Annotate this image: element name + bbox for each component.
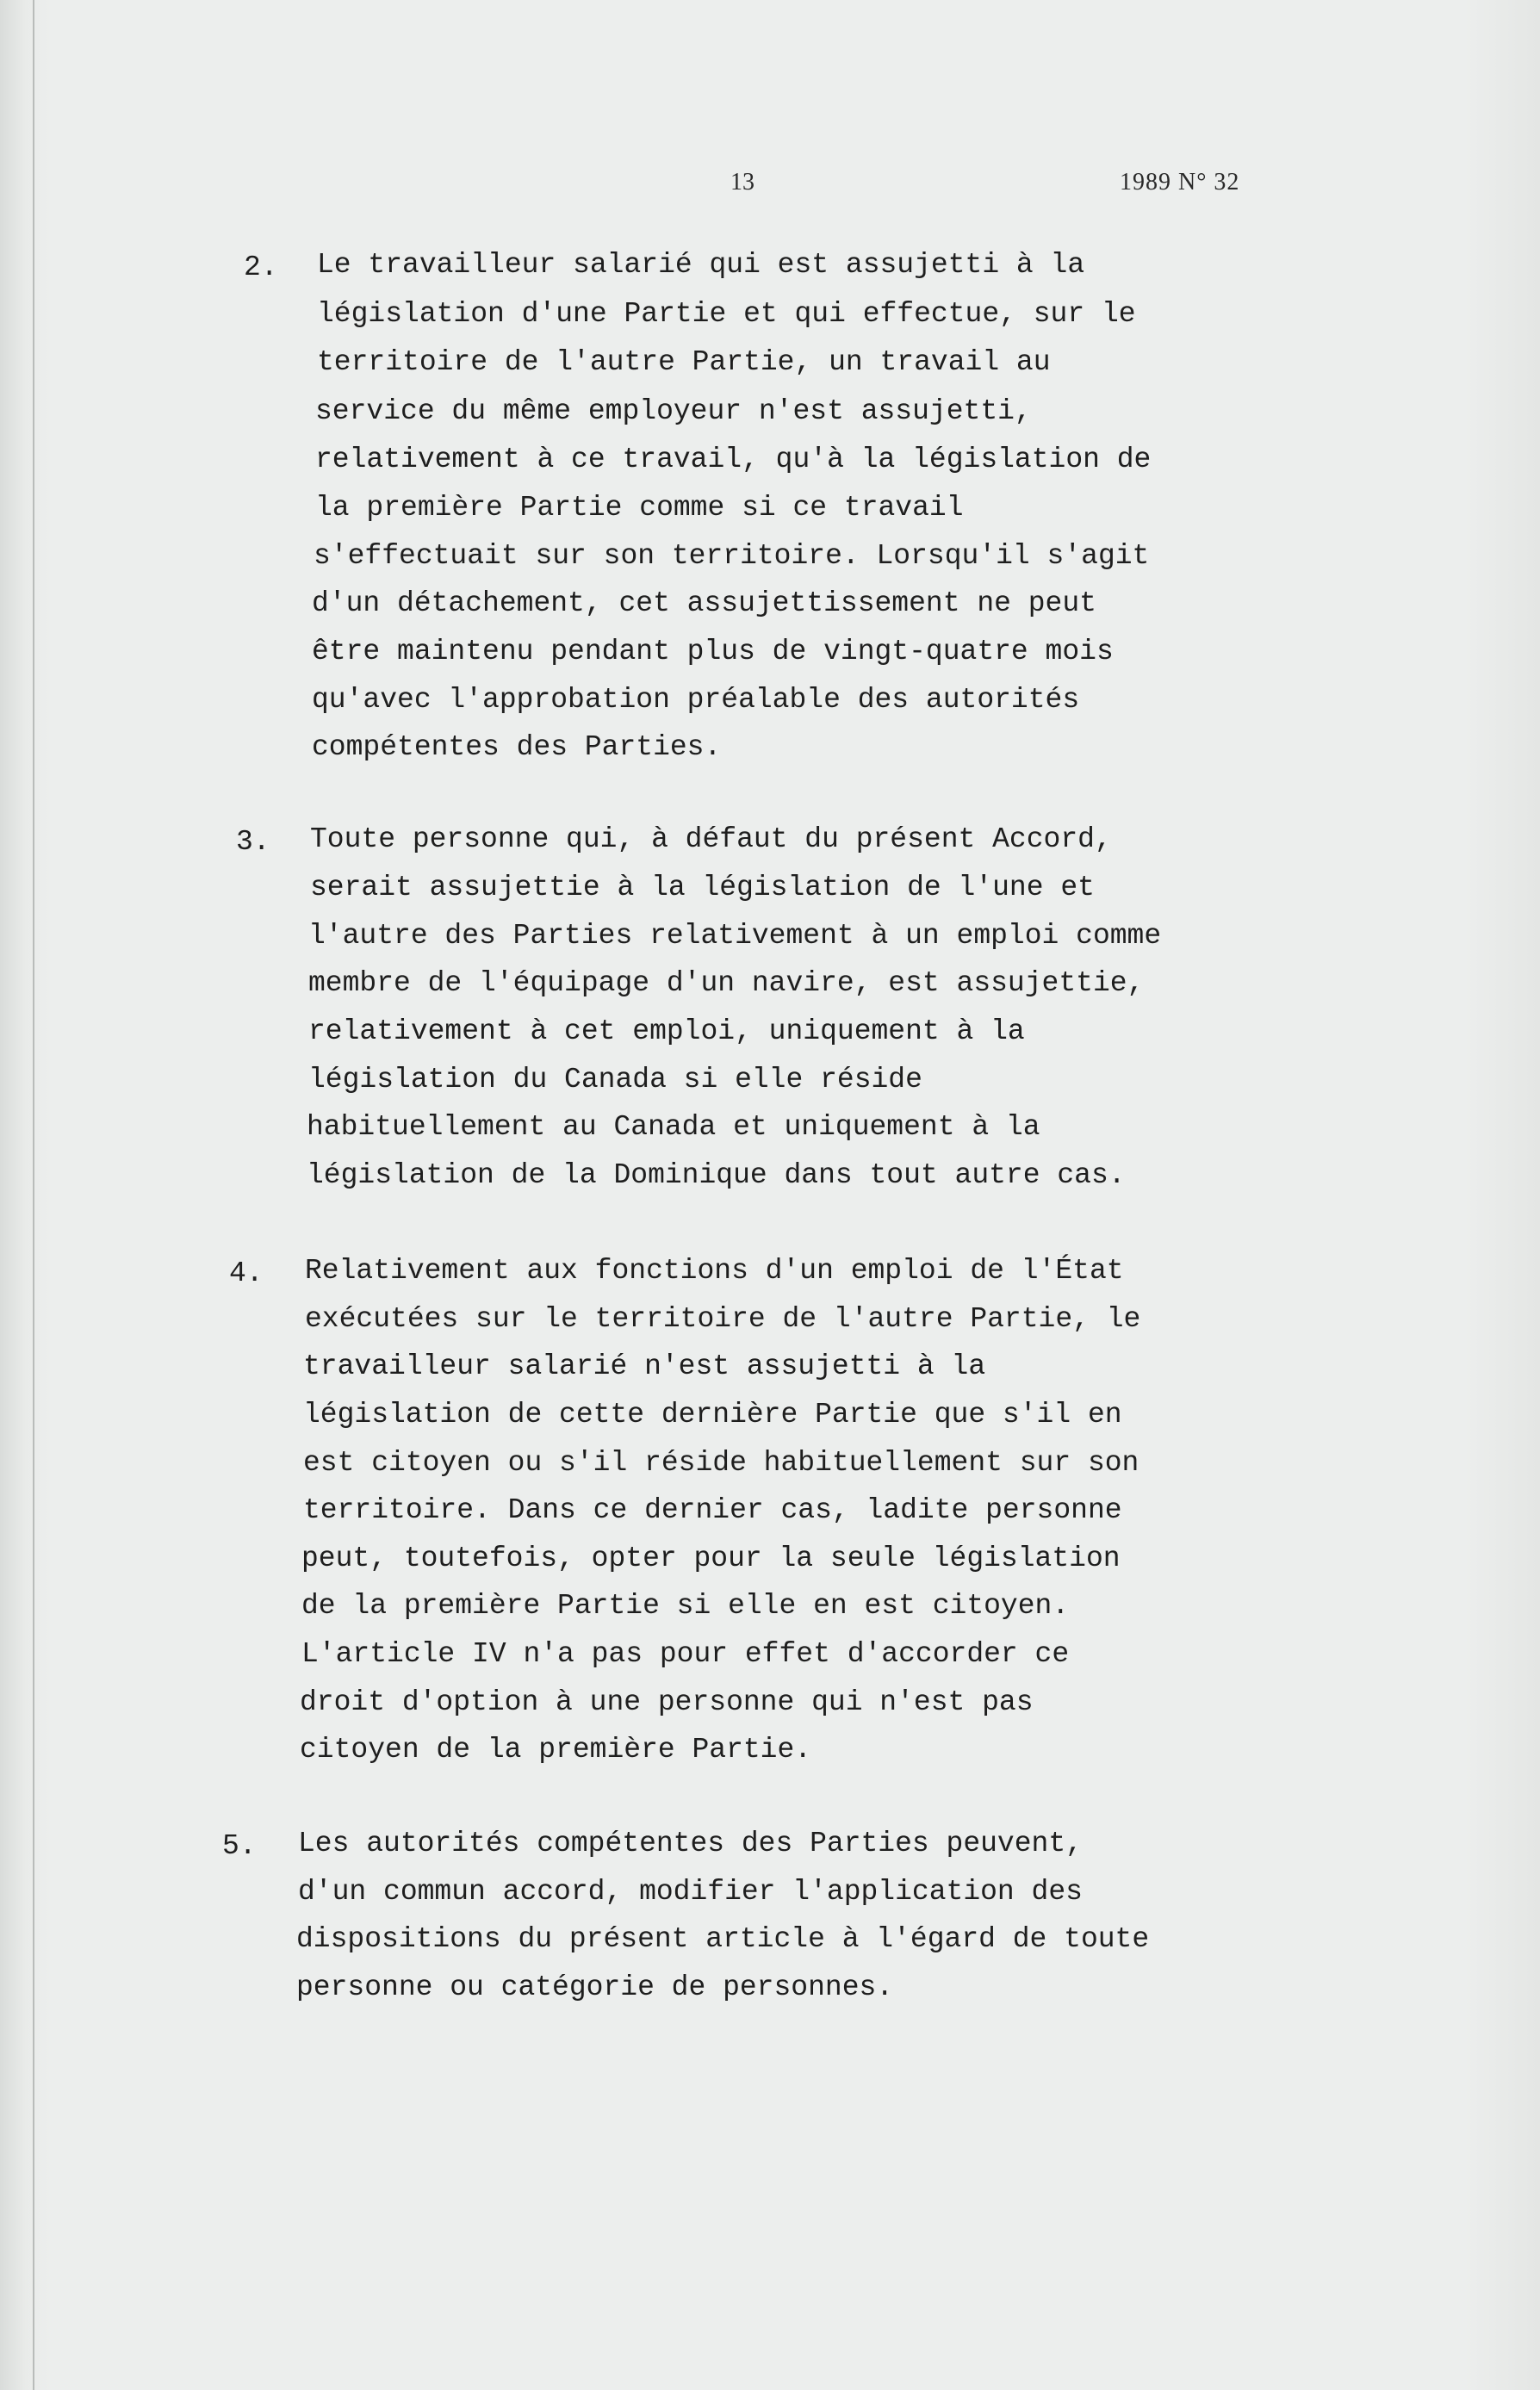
paragraph-line: personne ou catégorie de personnes. <box>296 1971 894 2003</box>
paragraph-line: être maintenu pendant plus de vingt-quatre mois <box>312 636 1114 667</box>
paragraph-line: de la première Partie si elle en est citoyen. <box>301 1590 1070 1622</box>
paragraph-line: membre de l'équipage d'un navire, est assujettie, <box>308 967 1145 999</box>
paragraph-line: droit d'option à une personne qui n'est pas <box>300 1686 1034 1718</box>
paragraph-line: service du même employeur n'est assujetti, <box>315 395 1032 427</box>
paragraph-line: Les autorités compétentes des Parties peuvent, <box>298 1828 1083 1859</box>
paragraph-line: Relativement aux fonctions d'un emploi de l'État <box>305 1255 1124 1287</box>
binding-edge <box>33 0 34 2390</box>
paragraph-line: habituellement au Canada et uniquement à la <box>307 1111 1040 1143</box>
paragraph-line: dispositions du présent article à l'égard de toute <box>296 1923 1150 1955</box>
paragraph-line: d'un détachement, cet assujettissement ne peut <box>312 587 1096 619</box>
paragraph-line: territoire. Dans ce dernier cas, ladite personne <box>303 1494 1122 1526</box>
page-header <box>0 169 1540 203</box>
paragraph-number: 3. <box>236 826 270 858</box>
paragraph-line: l'autre des Parties relativement à un emploi comme <box>308 920 1162 952</box>
paragraph-line: législation du Canada si elle réside <box>308 1064 922 1096</box>
paragraph-line: la première Partie comme si ce travail <box>315 492 964 524</box>
paragraph-line: L'article IV n'a pas pour effet d'accorder ce <box>301 1638 1070 1670</box>
paragraph-line: législation de la Dominique dans tout autre cas. <box>307 1159 1126 1191</box>
paragraph-line: travailleur salarié n'est assujetti à la <box>303 1350 986 1382</box>
paragraph-line: territoire de l'autre Partie, un travail au <box>317 346 1051 378</box>
paragraph-line: s'effectuait sur son territoire. Lorsqu'il s'agit <box>314 540 1150 572</box>
paragraph-line: citoyen de la première Partie. <box>300 1734 812 1766</box>
paragraph-line: Le travailleur salarié qui est assujetti à la <box>317 249 1085 281</box>
paragraph-number: 5. <box>222 1830 257 1862</box>
paragraph-line: législation d'une Partie et qui effectue, sur le <box>317 298 1136 330</box>
paragraph-line: d'un commun accord, modifier l'application des <box>298 1876 1083 1908</box>
paragraph-line: relativement à cet emploi, uniquement à la <box>308 1015 1025 1047</box>
paragraph-line: législation de cette dernière Partie que s'il en <box>303 1399 1122 1431</box>
paragraph-line: peut, toutefois, opter pour la seule législation <box>301 1543 1121 1574</box>
document-reference: 1989 N° 32 <box>1120 169 1240 196</box>
paragraph-line: qu'avec l'approbation préalable des autorités <box>312 684 1080 716</box>
page-number: 13 <box>730 169 754 196</box>
paragraph-line: compétentes des Parties. <box>312 731 722 763</box>
paragraph-line: est citoyen ou s'il réside habituellement sur son <box>303 1447 1139 1479</box>
paragraph-line: exécutées sur le territoire de l'autre Partie, le <box>305 1303 1141 1335</box>
paragraph-number: 4. <box>229 1257 264 1289</box>
paragraph-line: serait assujettie à la législation de l'une et <box>310 872 1095 903</box>
paragraph-line: Toute personne qui, à défaut du présent Accord, <box>310 823 1112 855</box>
paragraph-line: relativement à ce travail, qu'à la législation de <box>315 444 1152 475</box>
paragraph-number: 2. <box>244 251 278 283</box>
